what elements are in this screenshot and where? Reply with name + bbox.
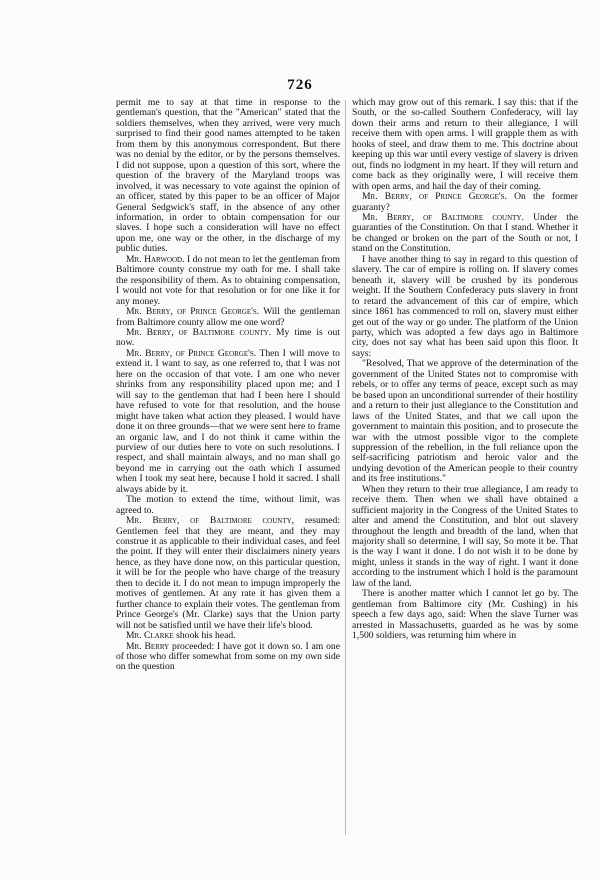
paragraph bbox=[352, 359, 578, 484]
paragraph bbox=[116, 642, 340, 673]
paragraph-text: Under the guaranties of the Constitution. On that I stand. Whether it be changed or broken on the part of the South or not, I stand on the Constitution. bbox=[352, 211, 578, 255]
paragraph-text: My time is out now. bbox=[116, 326, 340, 349]
paragraph bbox=[116, 516, 340, 631]
paragraph bbox=[352, 98, 578, 192]
paragraph-text: Then I will move to extend it. I want to say, as one referred to, that I was not here on the occasion of that vote. I am one who never shrinks from any responsibility placed upon me; and I will say to the gentleman that had I been here I should have refused to vote for that resolution, and the house might have taken what action they pleased. I would have done it on three grounds—that we were sent here to frame an organic law, and I do not think it came within the purview of our duties here to vote on such resolutions. I respect, and shall maintain always, and no man shall go beyond me in carrying out the oath which I assumed when I took my seat here, because I hold it sacred. I shall always abide by it. bbox=[116, 347, 340, 495]
paragraph bbox=[116, 98, 340, 255]
speaker-name: Mr. Berry bbox=[126, 640, 170, 652]
paragraph-text: Will the gentleman from Baltimore county allow me one word? bbox=[116, 306, 340, 328]
paragraph-text: The motion to extend the time, without limit, was agreed to. bbox=[116, 494, 340, 516]
paragraph-text: permit me to say at that time in response to the gentleman's question, that the "American" stated that the soldiers themselves, when they arrived, were very much surprised to find their good names attempted to be taken from them by this anonymous correspondent. But there was no denial by the editor, or by the persons themselves. I did not suppose, upon a question of this sort, where the question of the bravery of the Maryland troops was involved, it was necessary to vote against the opinion of an officer, stated by this paper to be an officer of Major General Sedgwick's staff, in the absence of any other information, in order to obtain compensation for our slaves. I hope such a consideration will have no effect upon me, one way or the other, in the discharge of my public duties. bbox=[116, 97, 340, 255]
paragraph-text: I have another thing to say in regard to this question of slavery. The car of empire is rolling on. If slavery comes beneath it, slavery will be crushed by its ponderous weight. If the Southern Confederacy puts slavery in front to retard the advancement of this car of empire, which since 1861 has commenced to roll on, slavery must either get out of the way or go under. The platform of the Union party, which was adopted a few days ago in Baltimore city, does not say what has been said upon this floor. It says: bbox=[352, 253, 578, 359]
paragraph bbox=[352, 192, 578, 213]
paragraph bbox=[352, 213, 578, 255]
speaker-name: Mr. Berry, of Prince George's. bbox=[126, 306, 260, 318]
speaker-name: Mr. Harwood. bbox=[126, 253, 185, 265]
paragraph bbox=[116, 328, 340, 349]
paragraph-text: resumed: Gentlemen feel that they are meant, and they may construe it as applicable to their individual cases, and feel the point. If they will enter their disclaimers ninety years hence, as they have done now, on this particular question, it will be for the people who have charge of the treasury then to decide it. I do not mean to impugn improperly the motives of gentlemen. At any rate it has given them a further chance to explain their votes. The gentleman from Prince George's (Mr. Clarke) says that the Union party will not be satisfied until we have their life's blood. bbox=[116, 515, 340, 631]
speaker-name: Mr. Berry, of Prince George's. bbox=[362, 191, 507, 203]
paragraph bbox=[116, 349, 340, 495]
paragraph bbox=[352, 589, 578, 641]
speaker-name: Mr. Clarke bbox=[126, 630, 174, 642]
paragraph bbox=[116, 307, 340, 328]
paragraph bbox=[116, 255, 340, 307]
paragraph-text: When they return to their true allegiance, I am ready to receive them. Then when we shall have obtained a sufficient majority in the Congress of the United States to alter and amend the Constitution, and blot out slavery throughout the length and breadth of the land, when that majority shall so determine, I will say, So mote it be. That is the way I want it done. I do not wish it to be done by might, unless it stands in the way of right. I want it done according to the instrument which I hold is the paramount law of the land. bbox=[352, 483, 578, 589]
column-divider bbox=[345, 100, 346, 835]
paragraph-text: which may grow out of this remark. I say this: that if the South, or the so-called Southern Confederacy, will lay down their arms and return to their allegiance, I will receive them with open arms. I will grapple them as with hooks of steel, and draw them to me. This doctrine about keeping up this war until every vestige of slavery is driven out, finds no lodgment in my heart. If they will return and come back as they originally were, I will receive them with open arms, and hail the day of their coming. bbox=[352, 97, 578, 192]
paragraph bbox=[352, 485, 578, 590]
speaker-name: Mr. Berry, of Prince George's. bbox=[126, 347, 257, 359]
paragraph-text: shook his head. bbox=[173, 630, 236, 642]
paragraph-text: "Resolved, That we approve of the determination of the government of the United States not to compromise with rebels, or to offer any terms of peace, except such as may be based upon an unconditional surrender of their hostility and a return to their just allegiance to the Constitution and laws of the United States, and that we call upon the government to maintain this position, and to prosecute the war with the utmost possible vigor to the complete suppression of the rebellion, in the full reliance upon the self-sacrificing patriotism and heroic valor and the undying devotion of the American people to their country and its free institutions." bbox=[352, 358, 578, 485]
speaker-name: Mr. Berry, of Baltimore county. bbox=[362, 211, 524, 223]
speaker-name: Mr. Berry, of Baltimore county. bbox=[126, 326, 272, 338]
left-column bbox=[116, 98, 340, 673]
paragraph bbox=[352, 255, 578, 360]
paragraph-text: There is another matter which I cannot let go by. The gentleman from Baltimore city (Mr. Cushing) in his speech a few days ago, said: When the slave Turner was arrested in Massachusetts, guarded as he was by some 1,500 soldiers, was returning him where in bbox=[352, 588, 578, 642]
paragraph bbox=[116, 495, 340, 516]
paragraph-text: I do not mean to let the gentleman from Baltimore county construe my oath for me. I shall take the responsibility of them. As to obtaining compensation, I would not vote for that resolution or for one like it for any money. bbox=[116, 253, 340, 307]
right-column bbox=[352, 98, 578, 642]
speaker-name: Mr. Berry, of Baltimore county, bbox=[126, 515, 295, 527]
page-number: 726 bbox=[287, 77, 313, 93]
paragraph-text: proceeded: I have got it down so. I am one of those who differ somewhat from some on my own side on the question bbox=[116, 640, 340, 673]
paragraph-text: On the former guaranty? bbox=[352, 191, 578, 213]
